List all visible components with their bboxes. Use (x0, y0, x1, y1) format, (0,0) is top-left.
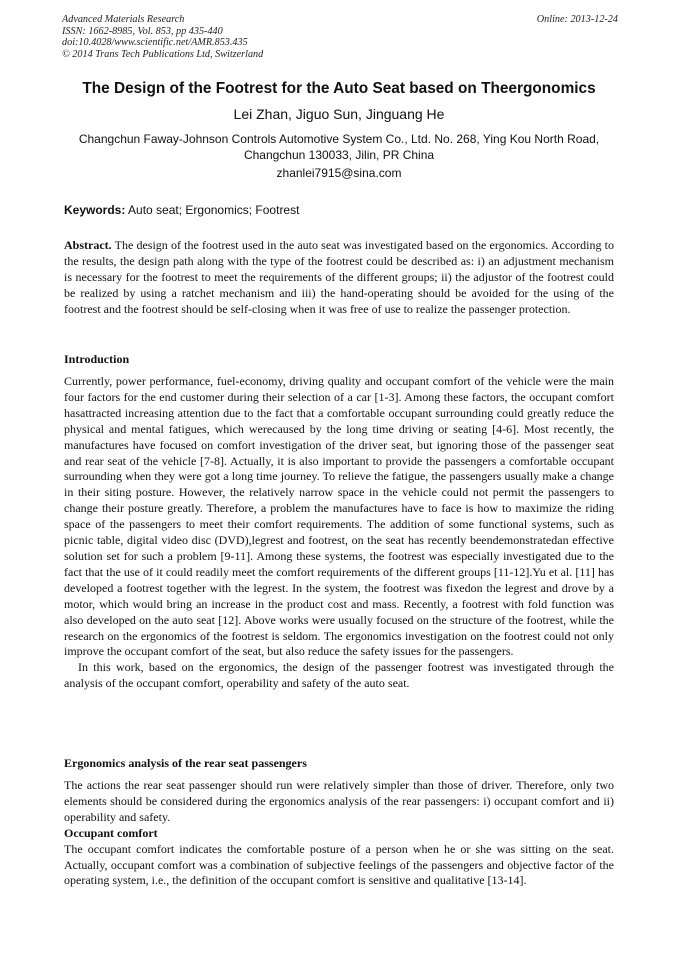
introduction-paragraph-1: Currently, power performance, fuel-economy, driving quality and occupant comfort of the vehicle were the main four factors for the end customer during their selection of a car [1-3]. Among these factors, the occupant comfort hasattracted increasing attention due to the fact that a comfortable occupant surrounding could greatly reduce the physical and mental fatigues, which werecaused by the long time driving or seating [4-6]. Most recently, the manufactures have focused on comfort investigation of the driver seat, but ignoring those of the passenger seat and rear seat of the vehicle [7-8]. Actually, it is also important to provide the passengers a comfortable occupant surrounding when they were got a long time journey. To relieve the fatigue, the passengers usually make a change in their siting posture. However, the relatively narrow space in the vehicle could not permit the passengers to change their posture greatly. Therefore, a problem the manufactures have to face is how to maximize the riding space of the passengers to meet their comfort requirements. The addition of some functional systems, such as picnic table, digital video disc (DVD),legrest and footrest, on the seat has recently beendemonstratedan effective solution set for such a problem [9-11]. Among these systems, the footrest was especially investigated due to the fact that the use of it could readily meet the comfort requirements of the different groups [11-12].Yu et al. [11] has developed a footrest together with the legrest. In the system, the footrest was fixedon the legrest and drove by a motor, which would bring an increase in the product cost and mass. Recently, a footrest with fold function was also developed on the auto seat [12]. Above works were usually focused on the structure of the footrest, while the research on the ergonomics of the footrest is seldom. The ergonomics investigation on the footrest could not only improve the occupant comfort of the seat, but also reduce the safety issues for the passengers. (64, 374, 614, 659)
issn-line: ISSN: 1662-8985, Vol. 853, pp 435-440 (62, 25, 223, 37)
ergonomics-heading: Ergonomics analysis of the rear seat passengers (64, 756, 307, 770)
ergonomics-paragraph-1: The actions the rear seat passenger should run were relatively simpler than those of driver. Therefore, only two elements should be considered during the ergonomics analysis of the rear passengers: i) occupant comfort and ii) operability and safety. (64, 778, 614, 824)
online-date: Online: 2013-12-24 (536, 14, 618, 25)
introduction-body (64, 374, 614, 692)
introduction-heading: Introduction (64, 352, 130, 366)
ergonomics-paragraph-2: The occupant comfort indicates the comfortable posture of a person when he or she was sitting on the seat. Actually, occupant comfort was a combination of subjective feelings of the passengers and objective factor of the operating system, i.e., the definition of the occupant comfort is sensitive and qualitative [13-14]. (64, 841, 614, 888)
introduction-paragraph-2: In this work, based on the ergonomics, the design of the passenger footrest was investigated through the analysis of the occupant comfort, operability and safety of the auto seat. (64, 660, 614, 691)
abstract-text: The design of the footrest used in the auto seat was investigated based on the ergonomics. According to the results, the design path along with the type of the footrest could be described as: i) an adjustment mechanism is necessary for the footrest to meet the requirements of the different groups; ii) the adjustor of the footrest could be realized by using a ratchet mechanism and iii) the hand-operating should be avoided for the using of the footrest and the footrest should be self-closing when it was free of use to realize the passenger protection. (64, 238, 614, 316)
copyright-line: © 2014 Trans Tech Publications Ltd, Switzerland (62, 48, 264, 60)
journal-name: Advanced Materials Research (62, 14, 185, 25)
keywords-text: Auto seat; Ergonomics; Footrest (128, 203, 300, 217)
keywords (64, 203, 620, 217)
author-email: zhanlei7915@sina.com (276, 166, 402, 180)
abstract (64, 238, 614, 318)
affiliation-line-2: Changchun 130033, Jilin, PR China (243, 147, 435, 162)
doi-line: doi:10.4028/www.scientific.net/AMR.853.435 (62, 37, 248, 49)
authors: Lei Zhan, Jiguo Sun, Jinguang He (233, 106, 445, 122)
journal-header (62, 14, 618, 60)
ergonomics-body (64, 778, 614, 889)
affiliation-line-1: Changchun Faway-Johnson Controls Automotive System Co., Ltd. No. 268, Ying Kou North Road, (78, 132, 600, 146)
occupant-comfort-subheading: Occupant comfort (64, 825, 158, 840)
paper-title: The Design of the Footrest for the Auto Seat based on Theergonomics (82, 80, 596, 97)
abstract-label: Abstract. (64, 238, 112, 252)
affiliation (50, 132, 628, 163)
keywords-label: Keywords: (64, 203, 126, 217)
